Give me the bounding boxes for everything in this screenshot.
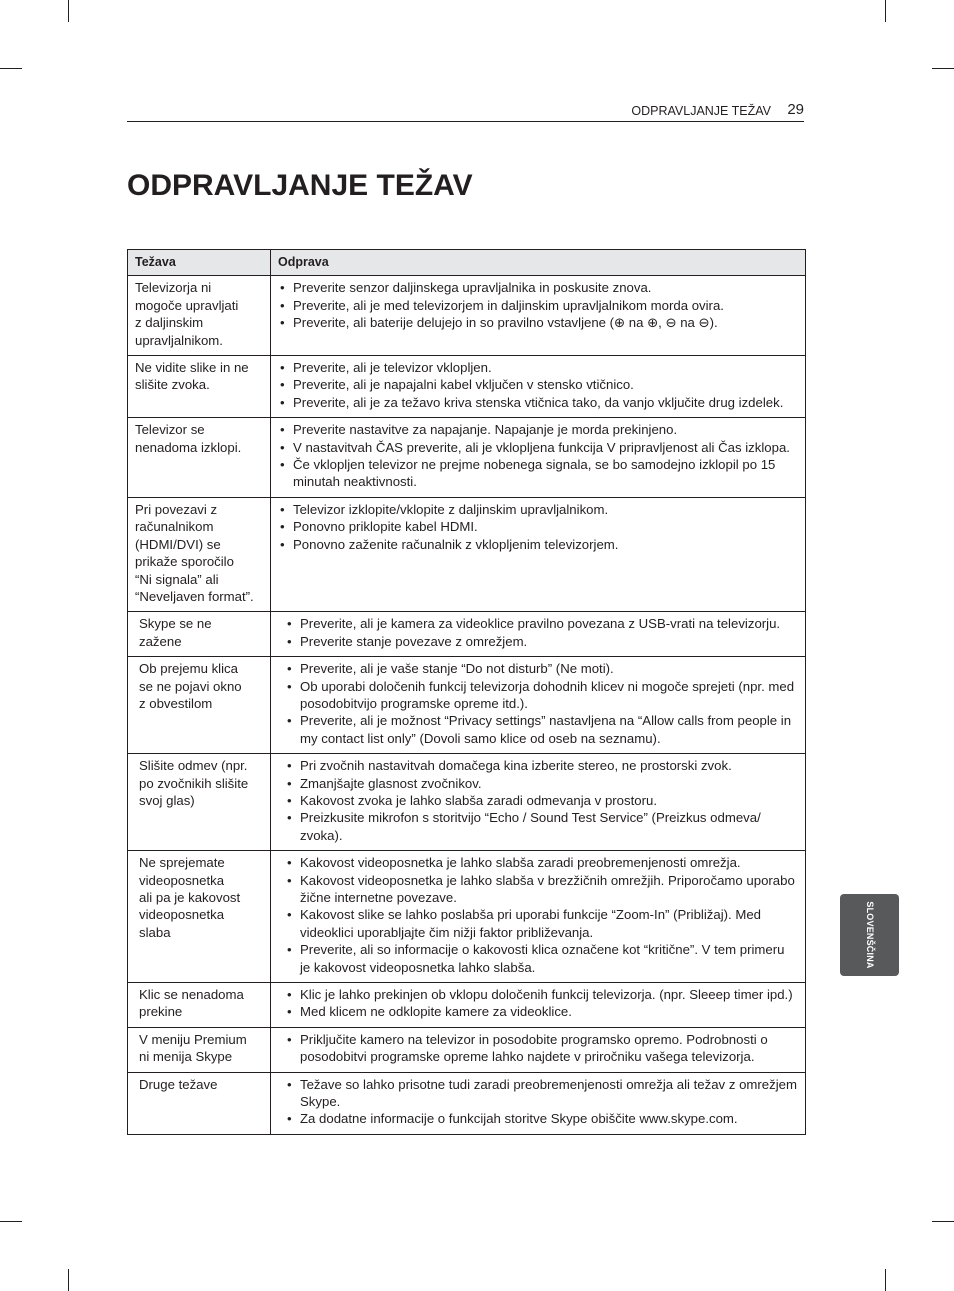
problem-text: ali pa je kakovost xyxy=(139,890,241,905)
problem-text: V meniju Premium xyxy=(139,1031,247,1047)
table-body xyxy=(128,276,806,1134)
solution-item: • Težave so lahko prisotne tudi zaradi preobremenjenosti omrežja ali težav z omrežjem Skype. xyxy=(285,1076,798,1111)
table-row xyxy=(128,276,806,356)
problem-cell xyxy=(128,497,271,611)
page-title: ODPRAVLJANJE TEŽAV xyxy=(127,169,473,202)
solution-list xyxy=(278,501,798,553)
running-title: ODPRAVLJANJE TEŽAV xyxy=(631,104,771,118)
solution-item: • Preverite, ali so informacije o kakovosti klica označene kot “kritične”. V tem primeru je kakovost videoposnetka lahko slabša. xyxy=(285,941,798,976)
solution-item: • Zmanjšajte glasnost zvočnikov. xyxy=(285,775,798,792)
page-number: 29 xyxy=(787,101,804,118)
running-header xyxy=(127,101,804,122)
problem-cell xyxy=(128,983,271,1028)
problem-text: “Ni signala” ali xyxy=(135,571,219,587)
crop-mark xyxy=(885,1269,886,1291)
solution-item: • Preverite, ali je med televizorjem in daljinskim upravljalnikom morda ovira. xyxy=(278,297,798,314)
problem-text: ni menija Skype xyxy=(139,1049,233,1065)
solution-list xyxy=(285,1031,798,1066)
problem-text: Skype se ne xyxy=(139,616,212,632)
solution-item: • Preverite, ali baterije delujejo in so pravilno vstavljene (⊕ na ⊕, ⊖ na ⊖). xyxy=(278,314,798,331)
problem-text: po zvočnikih slišite xyxy=(139,775,249,791)
problem-text: prekine xyxy=(139,1004,183,1020)
solution-item: • Če vklopljen televizor ne prejme nobenega signala, se bo samodejno izklopil po 15 minutah neaktivnosti. xyxy=(278,456,798,491)
solution-item: • Televizor izklopite/vklopite z daljinskim upravljalnikom. xyxy=(278,501,798,518)
troubleshooting-table xyxy=(127,249,806,1135)
solution-list xyxy=(285,986,798,1021)
problem-text: Televizorja ni xyxy=(135,280,212,296)
solution-item: • Preverite stanje povezave z omrežjem. xyxy=(285,633,798,650)
problem-cell xyxy=(128,418,271,498)
problem-text: (HDMI/DVI) se xyxy=(135,536,221,552)
solution-item: • V nastavitvah ČAS preverite, ali je vklopljena funkcija V pripravljenost ali Čas izklopa. xyxy=(278,439,798,456)
solution-item: • Priključite kamero na televizor in posodobite programsko opremo. Podrobnosti o posodobitvi programske opreme lahko najdete v priročniku vašega televizorja. xyxy=(285,1031,798,1066)
table-row xyxy=(128,1027,806,1072)
solution-list xyxy=(278,359,798,411)
problem-text: slišite zvoka. xyxy=(135,377,210,393)
crop-mark xyxy=(885,0,886,22)
solution-item: • Preverite nastavitve za napajanje. Napajanje je morda prekinjeno. xyxy=(278,421,798,438)
problem-text: videoposnetka xyxy=(139,872,225,888)
column-header-problem: Težava xyxy=(128,250,271,276)
problem-text: Pri povezavi z xyxy=(135,501,218,517)
problem-text: nenadoma izklopi. xyxy=(135,439,242,455)
problem-text: “Neveljaven format”. xyxy=(135,588,254,604)
language-tab-label: SLOVENŠČINA xyxy=(864,901,875,969)
table-row xyxy=(128,1072,806,1134)
solution-cell xyxy=(271,612,806,657)
problem-cell xyxy=(128,1027,271,1072)
solution-item: • Preverite, ali je vaše stanje “Do not disturb” (Ne moti). xyxy=(285,660,798,677)
problem-text: Ne sprejemate xyxy=(139,855,225,871)
problem-text: mogoče upravljati xyxy=(135,297,239,313)
solution-list xyxy=(285,660,798,747)
crop-mark xyxy=(0,68,22,69)
solution-item: • Pri zvočnih nastavitvah domačega kina izberite stereo, ne prostorski zvok. xyxy=(285,757,798,774)
problem-text: zažene xyxy=(139,633,182,649)
problem-text: prikaže sporočilo xyxy=(135,554,234,570)
solution-item: • Preverite senzor daljinskega upravljalnika in poskusite znova. xyxy=(278,279,798,296)
problem-text: Televizor se xyxy=(135,422,205,438)
solution-item: • Med klicem ne odklopite kamere za videoklice. xyxy=(285,1003,798,1020)
solution-cell xyxy=(271,983,806,1028)
solution-list xyxy=(278,421,798,491)
solution-cell xyxy=(271,497,806,611)
solution-cell xyxy=(271,657,806,754)
problem-text: slaba xyxy=(139,924,171,940)
table-row xyxy=(128,754,806,851)
solution-item: • Ob uporabi določenih funkcij televizorja dohodnih klicev ni mogoče sprejeti (npr. med posodobitvijo programske opreme itd.). xyxy=(285,678,798,713)
solution-item: • Preizkusite mikrofon s storitvijo “Echo / Sound Test Service” (Preizkus odmeva/ zvoka). xyxy=(285,809,798,844)
solution-item: • Kakovost slike se lahko poslabša pri uporabi funkcije “Zoom-In” (Približaj). Med videoklici uporabljajte čim nižji faktor približevanja. xyxy=(285,906,798,941)
solution-list xyxy=(278,279,798,331)
solution-item: • Za dodatne informacije o funkcijah storitve Skype obiščite www.skype.com. xyxy=(285,1110,798,1127)
solution-item: • Preverite, ali je za težavo kriva stenska vtičnica tako, da vanjo vključite drug izdelek. xyxy=(278,394,798,411)
problem-text: Slišite odmev (npr. xyxy=(139,758,248,774)
solution-cell xyxy=(271,276,806,356)
crop-mark xyxy=(68,1269,69,1291)
problem-text: Ob prejemu klica xyxy=(139,661,238,677)
solution-item: • Preverite, ali je napajalni kabel vključen v stensko vtičnico. xyxy=(278,376,798,393)
problem-text: z obvestilom xyxy=(139,695,213,711)
problem-text: upravljalnikom. xyxy=(135,332,223,348)
problem-cell xyxy=(128,356,271,418)
solution-item: • Klic je lahko prekinjen ob vklopu določenih funkcij televizorja. (npr. Sleeep timer ipd.) xyxy=(285,986,798,1003)
table-header-row xyxy=(128,250,806,276)
problem-text: računalnikom xyxy=(135,519,214,535)
solution-list xyxy=(285,1076,798,1128)
table-row xyxy=(128,356,806,418)
solution-cell xyxy=(271,754,806,851)
solution-item: • Preverite, ali je kamera za videoklice pravilno povezana z USB-vrati na televizorju. xyxy=(285,615,798,632)
solution-item: • Preverite, ali je televizor vklopljen. xyxy=(278,359,798,376)
table-row xyxy=(128,657,806,754)
solution-list xyxy=(285,757,798,844)
problem-text: z daljinskim xyxy=(135,315,204,331)
solution-item: • Kakovost videoposnetka je lahko slabša v brezžičnih omrežjih. Priporočamo uporabo žične internetne povezave. xyxy=(285,872,798,907)
crop-mark xyxy=(68,0,69,22)
column-header-solution: Odprava xyxy=(271,250,806,276)
problem-cell xyxy=(128,276,271,356)
problem-text: se ne pojavi okno xyxy=(139,678,242,694)
solution-item: • Ponovno priklopite kabel HDMI. xyxy=(278,518,798,535)
table-row xyxy=(128,497,806,611)
solution-cell xyxy=(271,1072,806,1134)
problem-text: videoposnetka xyxy=(139,907,225,923)
table-row xyxy=(128,983,806,1028)
solution-cell xyxy=(271,356,806,418)
solution-item: • Ponovno zaženite računalnik z vklopljenim televizorjem. xyxy=(278,536,798,553)
crop-mark xyxy=(932,1221,954,1222)
table-row xyxy=(128,418,806,498)
problem-cell xyxy=(128,754,271,851)
problem-text: Klic se nenadoma xyxy=(139,987,244,1003)
problem-cell xyxy=(128,612,271,657)
table-row xyxy=(128,851,806,983)
language-tab xyxy=(840,894,899,976)
crop-mark xyxy=(932,68,954,69)
problem-text: svoj glas) xyxy=(139,792,195,808)
solution-item: • Kakovost videoposnetka je lahko slabša zaradi preobremenjenosti omrežja. xyxy=(285,854,798,871)
solution-item: • Preverite, ali je možnost “Privacy settings” nastavljena na “Allow calls from people in my contact list only” (Dovoli samo klice od oseb na seznamu). xyxy=(285,712,798,747)
solution-item: • Kakovost zvoka je lahko slabša zaradi odmevanja v prostoru. xyxy=(285,792,798,809)
problem-text: Druge težave xyxy=(139,1076,218,1092)
problem-text: Ne vidite slike in ne xyxy=(135,360,249,376)
solution-cell xyxy=(271,418,806,498)
solution-list xyxy=(285,854,798,976)
solution-cell xyxy=(271,851,806,983)
table-row xyxy=(128,612,806,657)
solution-cell xyxy=(271,1027,806,1072)
crop-mark xyxy=(0,1221,22,1222)
solution-list xyxy=(285,615,798,650)
problem-cell xyxy=(128,657,271,754)
problem-cell xyxy=(128,851,271,983)
problem-cell xyxy=(128,1072,271,1134)
